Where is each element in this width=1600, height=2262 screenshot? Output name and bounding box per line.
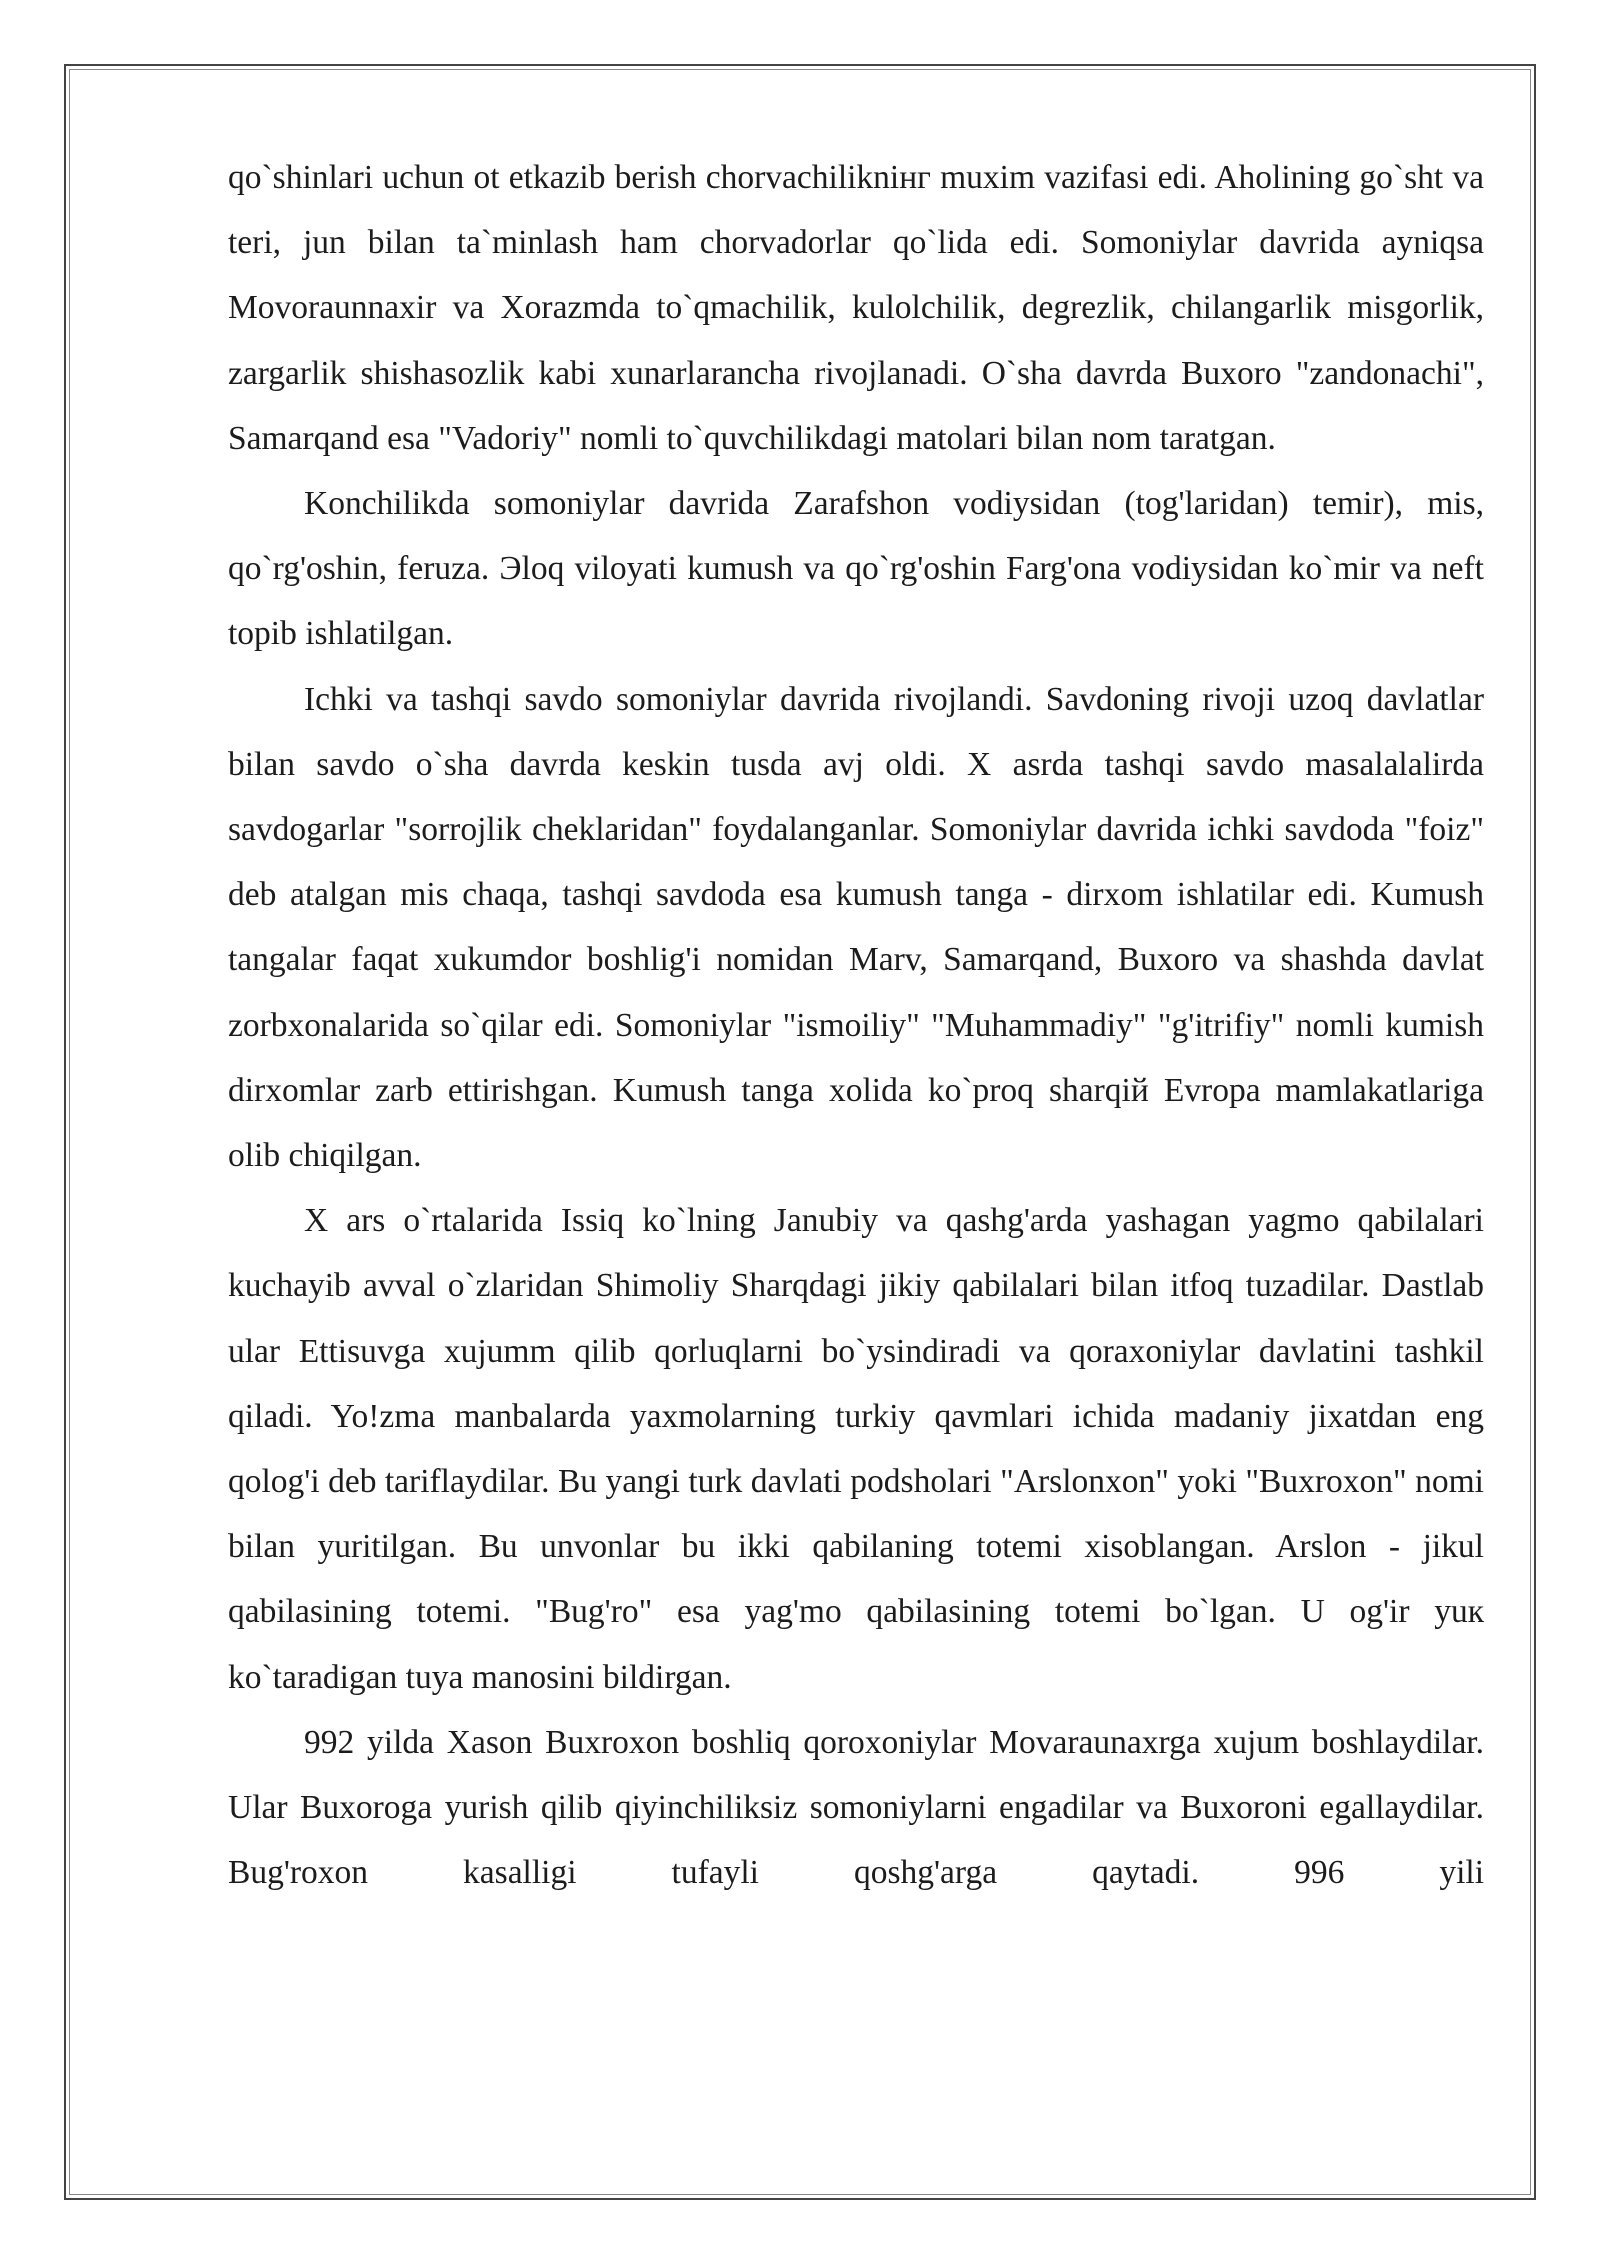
paragraph-mining: Konchilikda somoniylar davrida Zarafshon vodiysidan (tog'laridan) temir), mis, qo`rg'oshin, feruza. Эloq viloyati kumush va qo`rg'oshin Farg'ona vodiysidan ko`mir va neft topib ishlatilgan.	[228, 485, 1484, 653]
paragraph-qarakhanids: X ars o`rtalarida Issiq ko`lning Janubiy va qashg'arda yashagan yagmo qabilalari kuchayib avval o`zlaridan Shimoliy Sharqdagi jikiy qabilalari bilan itfoq tuzadilar. Dastlab ular Ettisuvga xujumm qilib qorluqlarni bo`ysindiradi va qoraxoniylar davlatini tashkil qiladi. Yo!zma manbalarda yaxmolarning turkiy qavmlari ichida madaniy jixatdan eng qolog'i deb tariflaydilar. Bu yangi turk davlati podsholari "Arslonxon" yoki "Buxroxon" nomi bilan yuritilgan. Bu unvonlar bu ikki qabilaning totemi xisoblangan. Arslon - jikul qabilasining totemi. "Bug'ro" esa yag'mo qabilasining totemi bo`lgan. U og'ir yuк ko`taradigan tuya manosini bildirgan.	[228, 1202, 1484, 1696]
paragraph-conquest: 992 yilda Xason Buxroxon boshliq qoroxoniylar Movaraunaxrga xujum boshlaydilar. Ular Buxoroga yurish qilib qiyinchiliksiz somoniylarni engadilar va Buxoroni egallaydilar. Bug'roxon kasalligi tufayli qoshg'arga qaytadi. 996 yili	[228, 1723, 1484, 1892]
paragraph-livestock-crafts: qo`shinlari uchun ot etkazib berish chorvachilikniнг muxim vazifasi edi. Aholining go`sht va teri, jun bilan ta`minlash ham chorvadorlar qo`lida edi. Somoniylar davrida ayniqsa Movoraunnaxir va Xorazmda to`qmachilik, kulolchilik, degrezlik, chilangarlik misgorlik, zargarlik shishasozlik kabi xunarlarancha rivojlanadi. O`sha davrda Buxoro "zandonachi", Samarqand esa "Vadoriy" nomli to`quvchilikdagi matolari bilan nom taratgan.	[228, 159, 1484, 457]
paragraph-trade: Ichki va tashqi savdo somoniylar davrida rivojlandi. Savdoning rivoji uzoq davlatlar bilan savdo o`sha davrda keskin tusda avj oldi. X asrda tashqi savdo masalalalirda savdogarlar "sorrojlik cheklaridan" foydalanganlar. Somoniylar davrida ichki savdoda "foiz" deb atalgan mis chaqa, tashqi savdoda esa kumush tanga - dirxom ishlatilar edi. Kumush tangalar faqat xukumdor boshlig'i nomidan Marv, Samarqand, Buxoro va shashda davlat zorbxonalarida so`qilar edi. Somoniylar "ismoiliy" "Muhammadiy" "g'itrifiy" nomli kumish dirxomlar zarb ettirishgan. Kumush tanga xolida ko`proq sharqiй Evropa mamlakatlariga olib chiqilgan.	[228, 680, 1484, 1175]
document-body	[228, 145, 1484, 1905]
